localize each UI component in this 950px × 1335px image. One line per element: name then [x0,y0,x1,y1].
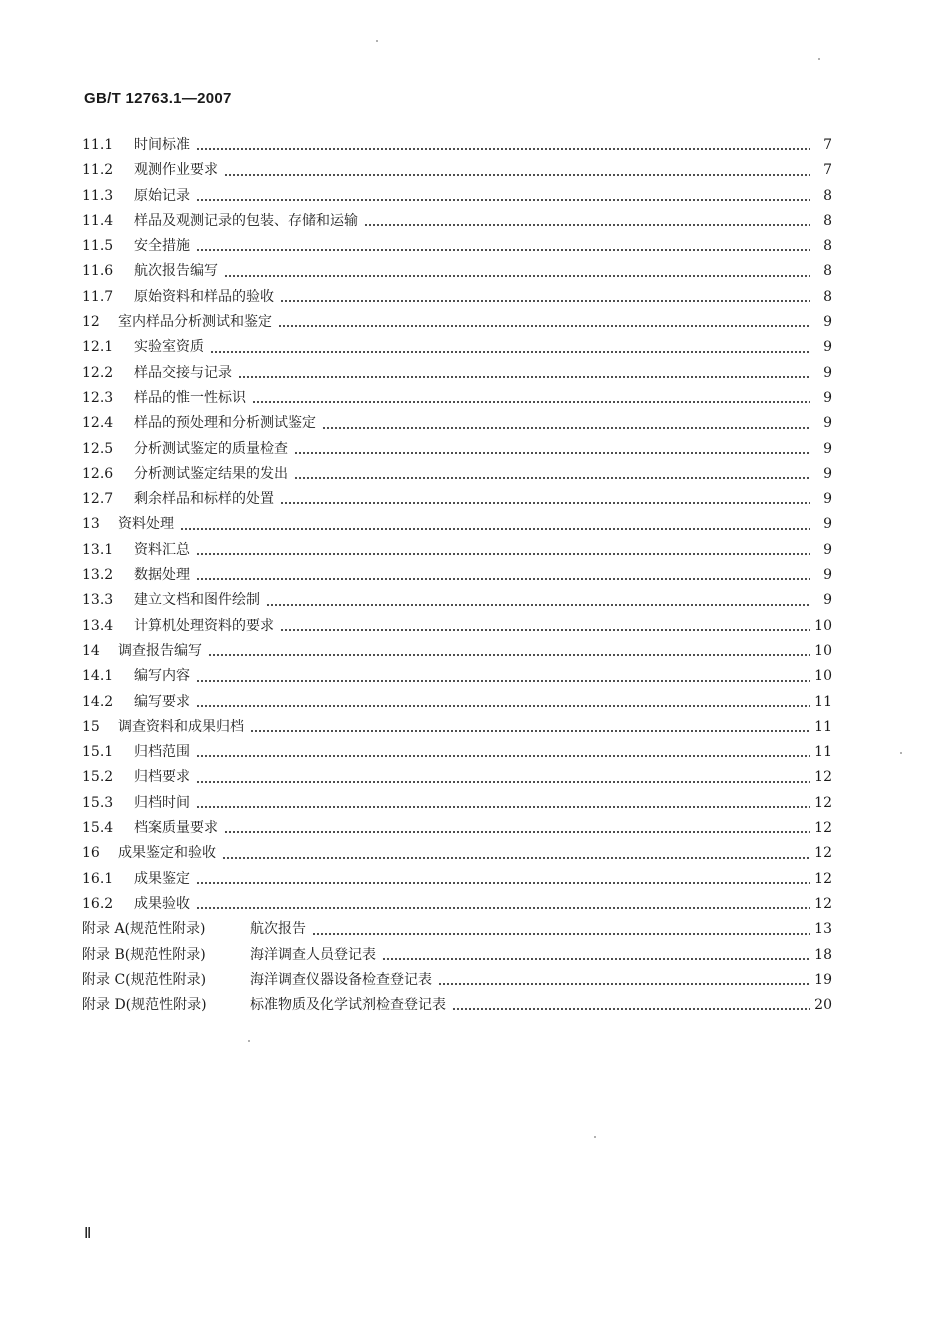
toc-entry[interactable] [82,387,832,412]
leader-dots [280,498,810,508]
toc-entry[interactable] [82,488,832,513]
leader-dots [224,271,810,281]
toc-title: 标准物质及化学试剂检查登记表 [250,997,446,1014]
toc-number: 12.5 [82,440,114,457]
toc-title: 航次报告编写 [134,263,218,280]
leader-dots [196,777,810,787]
toc-page-number: 9 [823,314,832,331]
toc-entry[interactable] [82,286,832,311]
toc-number: 11.4 [82,212,114,229]
toc-number: 11.2 [82,162,114,179]
scan-speck [818,58,820,60]
toc-page-number: 12 [814,870,832,887]
leader-dots [208,650,810,660]
toc-number: 13.1 [82,541,114,558]
leader-dots [196,676,810,686]
toc-number: 11.7 [82,288,114,305]
toc-number: 12.3 [82,389,114,406]
toc-entry[interactable] [82,792,832,817]
toc-page-number: 9 [823,415,832,432]
leader-dots [322,423,810,433]
leader-dots [364,220,810,230]
toc-entry[interactable] [82,665,832,690]
scan-speck [248,1040,250,1042]
toc-page-number: 9 [823,592,832,609]
toc-title: 档案质量要求 [134,820,218,837]
toc-title: 分析测试鉴定的质量检查 [134,440,288,457]
toc-entry[interactable] [82,640,832,665]
toc-number: 13.4 [82,617,114,634]
toc-entry[interactable] [82,235,832,260]
toc-number: 16.1 [82,870,114,887]
toc-number: 11.1 [82,137,114,153]
toc-page-number: 8 [823,238,832,255]
toc-page-number: 10 [814,668,832,685]
toc-number: 15.1 [82,744,114,761]
toc-number: 11.5 [82,238,114,255]
leader-dots [224,827,810,837]
toc-page-number: 8 [823,263,832,280]
toc-title: 样品的预处理和分析测试鉴定 [134,415,316,432]
toc-title: 样品交接与记录 [134,364,232,381]
toc-page-number: 12 [814,794,832,811]
toc-page-number: 8 [823,288,832,305]
toc-page-number: 9 [823,541,832,558]
toc-number: 15 [82,718,100,735]
leader-dots [196,195,810,205]
toc-title: 航次报告 [250,921,306,938]
leader-dots [196,802,810,812]
toc-entry[interactable] [82,463,832,488]
toc-title: 建立文档和图件绘制 [134,592,260,609]
leader-dots [294,473,810,483]
toc-title: 编写要求 [134,693,190,710]
toc-page-number: 9 [823,364,832,381]
toc-page-number: 10 [814,617,832,634]
toc-number: 13.2 [82,567,114,584]
toc-page-number: 8 [823,187,832,204]
toc-title: 归档时间 [134,794,190,811]
toc-number: 12.1 [82,339,114,356]
toc-entry[interactable] [82,513,832,538]
toc-page-number: 7 [823,137,832,153]
toc-number: 12 [82,314,100,331]
toc-entry[interactable] [82,311,832,336]
leader-dots [196,751,810,761]
toc-number: 14.2 [82,693,114,710]
toc-entry[interactable] [82,260,832,285]
toc-entry[interactable] [82,691,832,716]
toc-number: 15.2 [82,769,114,786]
toc-page-number: 9 [823,567,832,584]
toc-page-number: 10 [814,642,832,659]
toc-title: 计算机处理资料的要求 [134,617,274,634]
toc-entry[interactable] [82,969,832,994]
toc-title: 观测作业要求 [134,162,218,179]
toc-number: 12.2 [82,364,114,381]
toc-page-number: 20 [814,997,832,1014]
toc-number: 15.4 [82,820,114,837]
toc-title: 样品及观测记录的包装、存储和运输 [134,212,358,229]
leader-dots [196,878,810,888]
leader-dots [180,524,810,534]
toc-page-number: 12 [814,769,832,786]
toc-page-number: 9 [823,491,832,508]
toc-number: 12.7 [82,491,114,508]
toc-entry[interactable] [82,589,832,614]
toc-entry[interactable] [82,438,832,463]
toc-entry[interactable] [82,741,832,766]
toc-page-number: 9 [823,516,832,533]
toc-number: 12.4 [82,415,114,432]
toc-page-number: 13 [814,921,832,938]
toc-page-number: 11 [814,744,832,761]
toc-number: 附录 A(规范性附录) [82,921,206,938]
leader-dots [210,347,810,357]
toc-title: 实验室资质 [134,339,204,356]
toc-entry[interactable] [82,716,832,741]
toc-entry[interactable] [82,362,832,387]
leader-dots [278,321,810,331]
toc-title: 成果鉴定 [134,870,190,887]
toc-title: 资料汇总 [134,541,190,558]
leader-dots [452,1004,810,1014]
toc-entry[interactable] [82,842,832,867]
toc-title: 室内样品分析测试和鉴定 [118,314,272,331]
scan-speck [900,752,902,754]
toc-title: 样品的惟一性标识 [134,389,246,406]
toc-page-number: 11 [814,718,832,735]
toc-title: 成果鉴定和验收 [118,845,216,862]
scan-speck [376,40,378,42]
toc-title: 海洋调查人员登记表 [250,946,376,963]
leader-dots [312,929,810,939]
leader-dots [280,296,810,306]
toc-entry[interactable] [82,918,832,943]
toc-page-number: 9 [823,465,832,482]
toc-title: 资料处理 [118,516,174,533]
toc-page-number: 12 [814,820,832,837]
toc-page-number: 19 [814,971,832,988]
leader-dots [196,549,810,559]
toc-entry[interactable] [82,615,832,640]
document-header: GB/T 12763.1—2007 [84,90,232,107]
scan-speck [594,1136,596,1138]
leader-dots [438,979,810,989]
toc-title: 归档要求 [134,769,190,786]
toc-number: 11.6 [82,263,114,280]
toc-entry[interactable] [82,994,832,1019]
toc-number: 15.3 [82,794,114,811]
page-number-footer: Ⅱ [84,1226,92,1242]
toc-number: 14.1 [82,668,114,685]
toc-title: 时间标准 [134,137,190,153]
toc-page-number: 9 [823,339,832,356]
toc-number: 附录 C(规范性附录) [82,971,207,988]
toc-title: 海洋调查仪器设备检查登记表 [250,971,432,988]
toc-entry[interactable] [82,336,832,361]
toc-page-number: 8 [823,212,832,229]
toc-title: 编写内容 [134,668,190,685]
leader-dots [196,701,810,711]
toc-title: 数据处理 [134,567,190,584]
toc-page-number: 7 [823,162,832,179]
leader-dots [382,954,810,964]
toc-title: 原始记录 [134,187,190,204]
leader-dots [196,245,810,255]
toc-title: 剩余样品和标样的处置 [134,491,274,508]
leader-dots [196,903,810,913]
toc-number: 14 [82,642,100,659]
leader-dots [196,574,810,584]
toc-number: 附录 B(规范性附录) [82,946,206,963]
toc-title: 原始资料和样品的验收 [134,288,274,305]
toc-entry[interactable] [82,134,832,159]
toc-entry[interactable] [82,817,832,842]
toc-page-number: 12 [814,895,832,912]
toc-page-number: 12 [814,845,832,862]
toc-page-number: 18 [814,946,832,963]
toc-number: 16 [82,845,100,862]
toc-number: 16.2 [82,895,114,912]
leader-dots [196,144,810,154]
toc-entry[interactable] [82,766,832,791]
toc-entry[interactable] [82,210,832,235]
toc-entry[interactable] [82,539,832,564]
leader-dots [250,726,810,736]
toc-entry[interactable] [82,159,832,184]
toc-number: 12.6 [82,465,114,482]
leader-dots [294,448,810,458]
leader-dots [280,625,810,635]
toc-title: 分析测试鉴定结果的发出 [134,465,288,482]
toc-entry[interactable] [82,564,832,589]
toc-page-number: 11 [814,693,832,710]
toc-title: 成果验收 [134,895,190,912]
toc-entry[interactable] [82,944,832,969]
toc-title: 归档范围 [134,744,190,761]
toc-entry[interactable] [82,185,832,210]
leader-dots [252,397,810,407]
toc-entry[interactable] [82,412,832,437]
toc-number: 13.3 [82,592,114,609]
toc-title: 安全措施 [134,238,190,255]
toc-number: 附录 D(规范性附录) [82,997,207,1014]
toc-number: 11.3 [82,187,114,204]
toc-entry[interactable] [82,868,832,893]
toc-page-number: 9 [823,389,832,406]
leader-dots [222,853,810,863]
toc-page-number: 9 [823,440,832,457]
leader-dots [266,600,810,610]
toc-entry[interactable] [82,893,832,918]
leader-dots [224,170,810,180]
leader-dots [238,372,810,382]
table-of-contents [82,134,832,1019]
toc-title: 调查报告编写 [118,642,202,659]
toc-title: 调查资料和成果归档 [118,718,244,735]
toc-number: 13 [82,516,100,533]
